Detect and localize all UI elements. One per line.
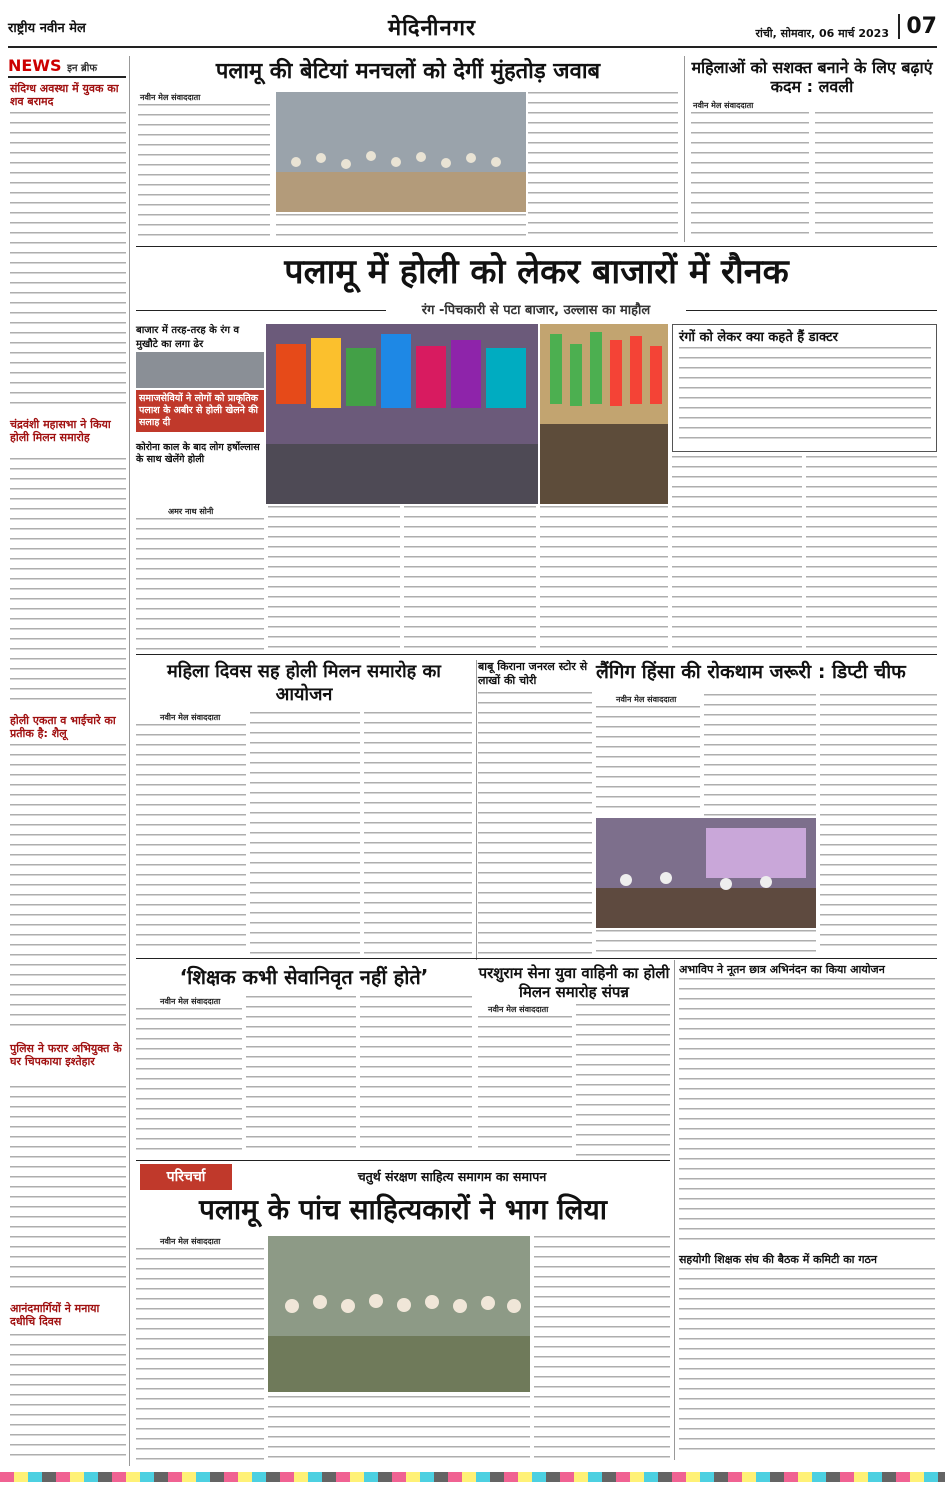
page-title: मेदिनीनगर <box>388 16 477 41</box>
gender-story-byline: नवीन मेल संवाददाता <box>616 695 677 704</box>
parshuram-body-2 <box>576 1004 670 1156</box>
karate-training-photo <box>276 92 526 212</box>
holi-body-2 <box>268 506 400 650</box>
brief-4-body <box>10 1086 126 1296</box>
callout-palash: समाजसेवियों ने लोगों को प्राकृतिक पलाश के अबीर से होली खेलने की सलाह दी <box>136 390 264 432</box>
brief-1-body <box>10 112 126 412</box>
holi-body-6 <box>806 456 937 650</box>
holi-body-4 <box>540 506 668 650</box>
brief-4-title: पुलिस ने फरार अभियुक्त के घर चिपकाया इश्तेहार <box>10 1042 122 1068</box>
gender-body-4 <box>596 930 816 954</box>
abvp-body <box>679 978 935 1246</box>
holi-body-1 <box>136 518 264 650</box>
holi-callouts <box>136 324 264 504</box>
callout-corona: कोरोना काल के बाद लोग हर्षोल्लास के साथ खेलेंगे होली <box>136 442 260 465</box>
abvp-story-headline: अभाविप ने नूतन छात्र अभिनंदन का किया आयोजन <box>679 963 885 976</box>
top-story-body-1 <box>138 104 270 236</box>
holi-story-subhead: रंग -पिचकारी से पटा बाजार, उल्लास का माहौल <box>386 300 686 318</box>
brief-3-body <box>10 744 126 1034</box>
doctor-box-body <box>679 347 931 447</box>
mahila-body-3 <box>364 712 472 954</box>
mahila-story-byline: नवीन मेल संवाददाता <box>160 713 221 722</box>
gender-body-1 <box>596 706 700 816</box>
holi-body-3 <box>404 506 536 650</box>
holi-market-photo <box>266 324 538 504</box>
parshuram-story-headline: परशुराम सेना युवा वाहिनी का होली मिलन समारोह संपन्न <box>478 964 670 1001</box>
doctor-advice-box <box>672 324 937 452</box>
page-number: 07 <box>898 14 937 39</box>
teacher-body-3 <box>360 996 472 1156</box>
brief-3-title: होली एकता व भाईचारे का प्रतीक है: शैलू <box>10 714 116 740</box>
gender-body-2 <box>704 694 816 816</box>
sahitya-body-2 <box>268 1396 530 1464</box>
sahitya-kicker: चतुर्थ संरक्षण साहित्य समागम का समापन <box>357 1169 547 1184</box>
parshuram-story-byline: नवीन मेल संवाददाता <box>488 1005 549 1014</box>
holi-story-subhead-bar <box>136 300 937 320</box>
sahyogi-body <box>679 1268 935 1454</box>
pichkari-photo-icon <box>540 324 668 504</box>
crowd-photo-icon <box>276 92 526 212</box>
news-brief-column <box>8 56 130 1466</box>
right-brief-column <box>674 960 937 1460</box>
group-photo-icon <box>268 1236 530 1392</box>
sahyogi-story-headline: सहयोगी शिक्षक संघ की बैठक में कमिटी का गठन <box>679 1253 878 1266</box>
brief-5-body <box>10 1334 126 1464</box>
masthead <box>8 12 937 48</box>
brief-1-title: संदिग्ध अवस्था में युवक का शव बरामद <box>10 82 119 108</box>
sahitya-group-photo <box>268 1236 530 1392</box>
doctor-box-title: रंगों को लेकर क्या कहते हैं डाक्टर <box>679 330 838 345</box>
parshuram-body-1 <box>478 1016 572 1156</box>
brand-logo: राष्ट्रीय नवीन मेल <box>8 21 86 36</box>
brief-2-body <box>10 458 126 708</box>
women-story-byline: नवीन मेल संवाददाता <box>693 101 754 110</box>
gender-body-3 <box>820 694 937 954</box>
holi-story-byline: अमर नाथ सोनी <box>168 507 214 516</box>
holi-story-headline: पलामू में होली को लेकर बाजारों में रौनक <box>284 252 789 292</box>
women-story-headline: महिलाओं को सशक्त बनाने के लिए बढ़ाएं कदम : लवली <box>691 58 933 96</box>
teacher-story-headline: ‘शिक्षक कभी सेवानिवृत नहीं होते’ <box>179 965 429 989</box>
top-story-byline: नवीन मेल संवाददाता <box>140 93 201 102</box>
mahila-story-headline: महिला दिवस सह होली मिलन समारोह का आयोजन <box>167 661 441 705</box>
colorful-stall-icon <box>266 324 538 504</box>
store-story-headline: बाबू किराना जनरल स्टोर से लाखों की चोरी <box>478 660 588 687</box>
parichrcha-tag: परिचर्चा <box>140 1164 232 1190</box>
gender-seminar-photo <box>596 818 816 928</box>
edition-date: रांची, सोमवार, 06 मार्च 2023 <box>755 27 889 40</box>
sahitya-story-headline: पलामू के पांच साहित्यकारों ने भाग लिया <box>199 1193 607 1226</box>
women-story <box>684 56 937 242</box>
top-story-body-3 <box>276 214 526 240</box>
mahila-body-1 <box>136 724 246 954</box>
brief-2-title: चंद्रवंशी महासभा ने किया होली मिलन समारोह <box>10 418 111 444</box>
store-body <box>478 692 592 954</box>
top-story-headline: पलामू की बेटियां मनचलों को देगीं मुंहतोड़ जवाब <box>215 59 601 84</box>
mahila-body-2 <box>250 712 360 954</box>
teacher-story-byline: नवीन मेल संवाददाता <box>160 997 221 1006</box>
callout-masks: बाजार में तरह-तरह के रंग व मुखौटे का लगा ढेर <box>136 325 240 350</box>
gender-story-headline: लैंगिग हिंसा की रोकथाम जरूरी : डिप्टी चीफ <box>596 661 906 683</box>
sahitya-body-3 <box>534 1236 670 1464</box>
color-registration-strip <box>0 1472 945 1482</box>
sahitya-story-byline: नवीन मेल संवाददाता <box>160 1237 221 1246</box>
women-story-body-1 <box>691 112 809 240</box>
news-brief-tag: NEWS इन ब्रीफ <box>8 56 98 75</box>
sahitya-body-1 <box>136 1248 264 1464</box>
pichkari-stall-photo <box>540 324 668 504</box>
market-crowd-photo <box>136 352 264 388</box>
brief-5-title: आनंदमार्गियों ने मनाया दधीचि दिवस <box>10 1302 100 1328</box>
teacher-body-2 <box>246 996 356 1156</box>
holi-body-5 <box>672 456 802 650</box>
teacher-body-1 <box>136 1008 242 1156</box>
top-story-body-2 <box>528 92 678 240</box>
seminar-stage-icon <box>596 818 816 928</box>
women-story-body-2 <box>815 112 933 240</box>
